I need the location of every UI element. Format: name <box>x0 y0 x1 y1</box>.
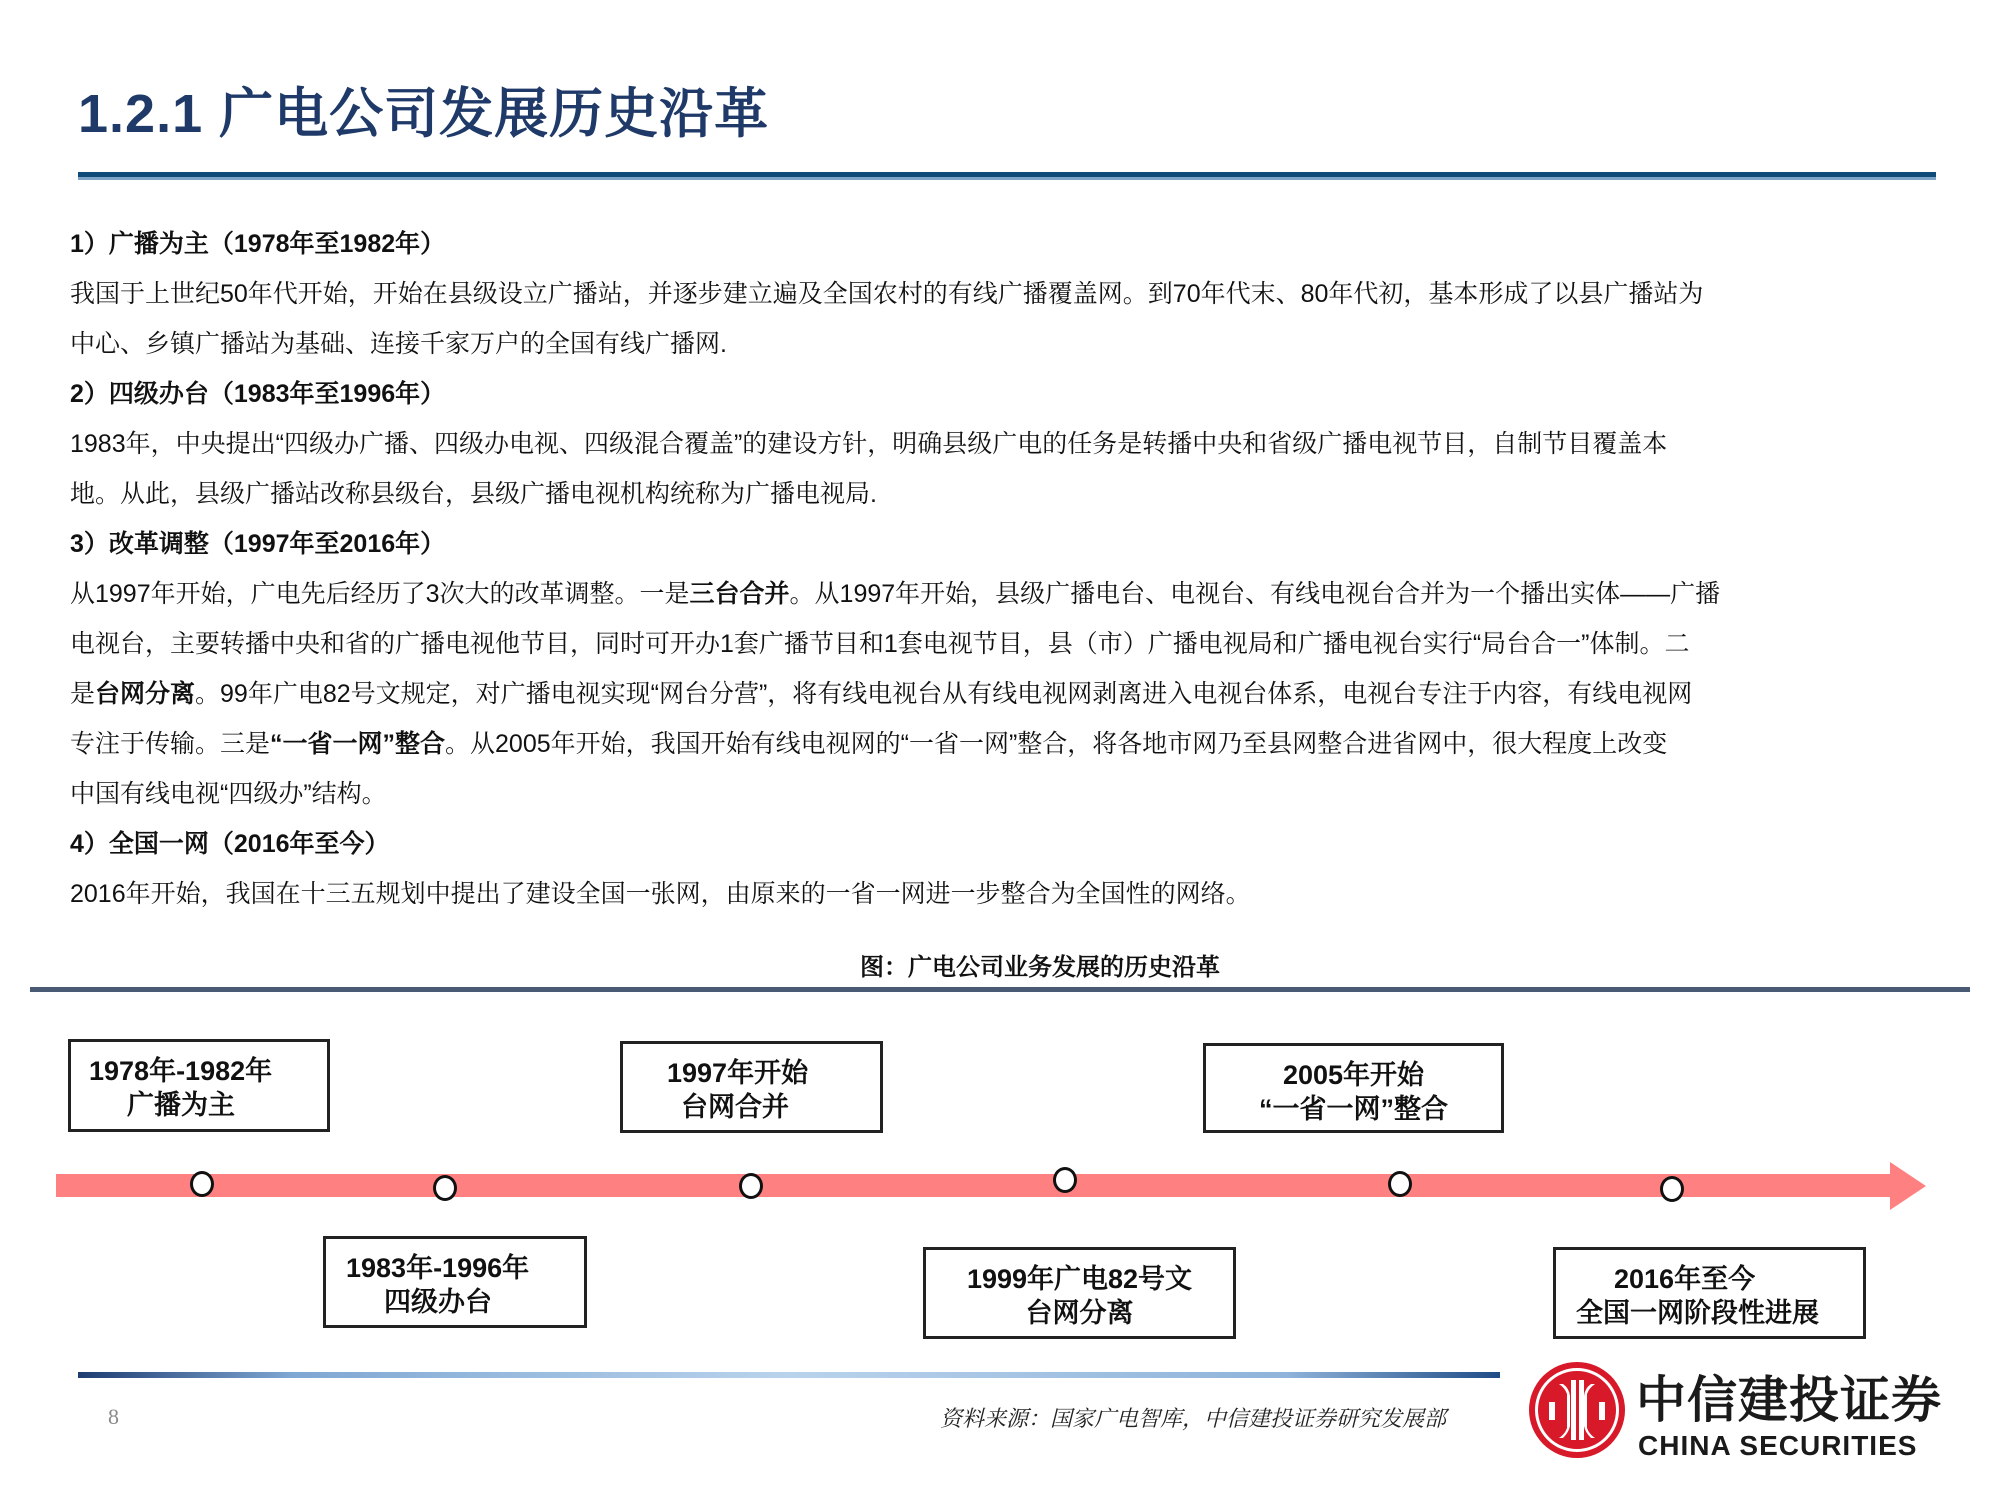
emphasis-text: 台网分离 <box>95 680 196 708</box>
milestone-label: 台网分离 <box>1025 1298 1134 1328</box>
page-number: 8 <box>108 1404 119 1429</box>
milestone-label: “一省一网”整合 <box>1259 1094 1448 1124</box>
text-run: 从1997年开始，广电先后经历了3次大的改革调整。一是 <box>70 580 690 608</box>
paragraph-line <box>70 469 1950 519</box>
timeline-node <box>433 1175 457 1201</box>
milestone-label: 广播为主 <box>127 1090 235 1120</box>
milestone-label: 台网合并 <box>681 1092 789 1122</box>
milestone-period: 1997年开始 <box>667 1058 809 1088</box>
logo-text-cn: 中信建投证券 <box>1636 1370 1942 1429</box>
section-heading: 1）广播为主（1978年至1982年） <box>70 230 446 258</box>
timeline-node <box>1660 1176 1684 1202</box>
paragraph-line <box>70 669 1950 719</box>
text-run: 我国于上世纪50年代开始，开始在县级设立广播站，并逐步建立遍及全国农村的有线广播覆盖网。到70年代末、80年代初，基本形成了以县广播站为 <box>70 280 1704 308</box>
milestone-period: 1999年广电82号文 <box>966 1264 1193 1294</box>
section-heading: 2）四级办台（1983年至1996年） <box>70 380 446 408</box>
citic-logo-icon <box>1529 1362 1625 1458</box>
text-run: 。从1997年开始，县级广播电台、电视台、有线电视台合并为一个播出实体——广播 <box>789 580 1721 608</box>
milestone-box-1999 <box>923 1247 1236 1339</box>
text-run: 专注于传输。三是 <box>70 730 271 758</box>
paragraph-line <box>70 569 1950 619</box>
milestone-label: 四级办台 <box>384 1287 492 1317</box>
figure-separator <box>30 987 1970 992</box>
logo-text-en: CHINA SECURITIES <box>1638 1430 1918 1461</box>
emphasis-text: 三台合并 <box>689 580 790 608</box>
timeline-bar <box>56 1174 1896 1197</box>
text-run: 中心、乡镇广播站为基础、连接千家万户的全国有线广播网. <box>70 330 727 358</box>
page-title: 1.2.1 广电公司发展历史沿革 <box>78 84 770 144</box>
text-run: 1983年，中央提出“四级办广播、四级办电视、四级混合覆盖”的建设方针，明确县级广电的任务是转播中央和省级广播电视节目，自制节目覆盖本 <box>70 430 1668 458</box>
text-run: 。99年广电82号文规定，对广播电视实现“网台分营”，将有线电视台从有线电视网剥离进入电视台体系，电视台专注于内容，有线电视网 <box>195 680 1693 708</box>
milestone-period: 1978年-1982年 <box>89 1056 273 1086</box>
text-run: 中国有线电视“四级办”结构。 <box>70 780 387 808</box>
milestone-box-1978 <box>68 1039 330 1132</box>
paragraph-line <box>70 769 1950 819</box>
milestone-period: 1983年-1996年 <box>346 1253 530 1283</box>
paragraph-line <box>70 869 1950 919</box>
paragraph-line <box>70 269 1950 319</box>
milestone-box-2005 <box>1203 1043 1504 1133</box>
paragraph-line <box>70 319 1950 369</box>
paragraph-line <box>70 619 1950 669</box>
milestone-box-1997 <box>620 1041 883 1133</box>
milestone-box-2016 <box>1553 1247 1866 1339</box>
figure-caption: 图：广电公司业务发展的历史沿革 <box>860 954 1220 981</box>
timeline-node <box>190 1171 214 1197</box>
text-run: 2016年开始，我国在十三五规划中提出了建设全国一张网，由原来的一省一网进一步整合为全国性的网络。 <box>70 880 1251 908</box>
milestone-period: 2016年至今 <box>1614 1264 1756 1294</box>
body-text <box>70 219 1950 919</box>
section-heading: 3）改革调整（1997年至2016年） <box>70 530 446 558</box>
title-rule-accent <box>78 177 1936 180</box>
milestone-box-1983 <box>323 1236 587 1328</box>
text-run: 。从2005年开始，我国开始有线电视网的“一省一网”整合，将各地市网乃至县网整合进省网中，很大程度上改变 <box>445 730 1668 758</box>
timeline-node <box>1388 1171 1412 1197</box>
emphasis-text: “一省一网”整合 <box>270 730 446 758</box>
text-run: 电视台，主要转播中央和省的广播电视他节目，同时可开办1套广播节目和1套电视节目，县（市）广播电视局和广播电视台实行“局台合一”体制。二 <box>70 630 1690 658</box>
timeline-node <box>739 1173 763 1199</box>
paragraph-line <box>70 719 1950 769</box>
paragraph-line <box>70 419 1950 469</box>
text-run: 是 <box>70 680 96 708</box>
section-heading: 4）全国一网（2016年至今） <box>70 830 390 858</box>
milestone-period: 2005年开始 <box>1282 1060 1425 1090</box>
text-run: 地。从此，县级广播站改称县级台，县级广播电视机构统称为广播电视局. <box>70 480 877 508</box>
arrow-right-icon <box>1890 1162 1926 1210</box>
timeline-node <box>1053 1167 1077 1193</box>
milestone-label: 全国一网阶段性进展 <box>1576 1298 1819 1328</box>
source-note: 资料来源：国家广电智库，中信建投证券研究发展部 <box>940 1406 1447 1431</box>
footer-rule <box>78 1372 1500 1378</box>
